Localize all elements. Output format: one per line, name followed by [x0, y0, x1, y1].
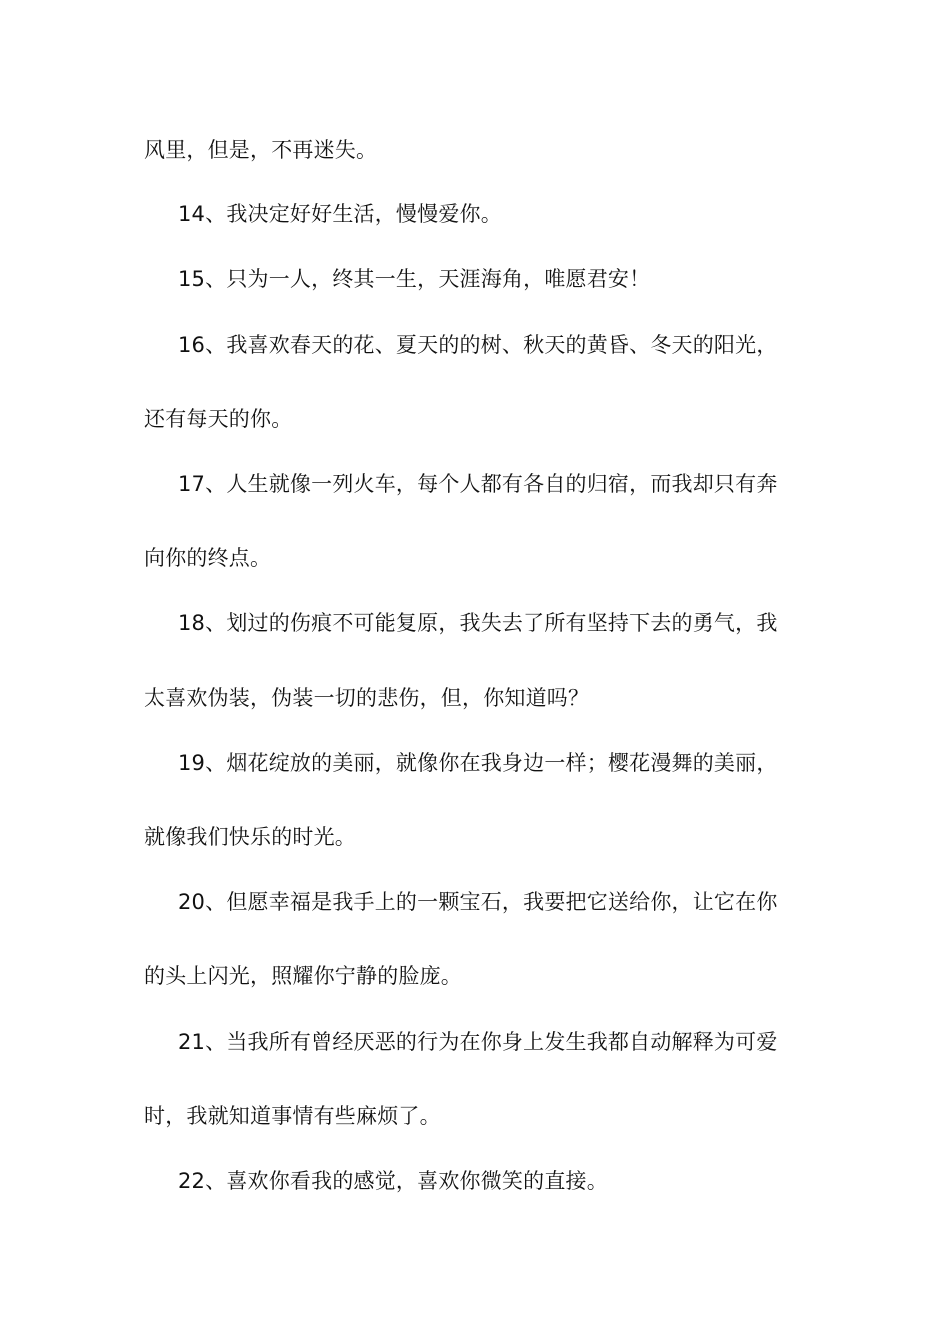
- text-line-item-22: 22、喜欢你看我的感觉，喜欢你微笑的直接。: [178, 1169, 608, 1193]
- text-line-item-20: 20、但愿幸福是我手上的一颗宝石，我要把它送给你，让它在你: [178, 890, 778, 914]
- text-line-continuation-20: 的头上闪光，照耀你宁静的脸庞。: [144, 964, 462, 988]
- text-line-item-14: 14、我决定好好生活，慢慢爱你。: [178, 202, 502, 226]
- text-line-continuation-19: 就像我们快乐的时光。: [144, 825, 356, 849]
- text-line-continuation-18: 太喜欢伪装，伪装一切的悲伤，但，你知道吗？: [144, 686, 590, 710]
- text-line-item-21: 21、当我所有曾经厌恶的行为在你身上发生我都自动解释为可爱: [178, 1030, 778, 1054]
- text-line-continuation-21: 时，我就知道事情有些麻烦了。: [144, 1104, 441, 1128]
- text-line-item-18: 18、划过的伤痕不可能复原，我失去了所有坚持下去的勇气，我: [178, 611, 778, 635]
- text-line-item-17: 17、人生就像一列火车，每个人都有各自的归宿，而我却只有奔: [178, 472, 778, 496]
- text-line-continuation-17: 向你的终点。: [144, 546, 272, 570]
- text-line-item-16: 16、我喜欢春天的花、夏天的的树、秋天的黄昏、冬天的阳光，: [178, 333, 778, 357]
- text-line-item-19: 19、烟花绽放的美丽，就像你在我身边一样；樱花漫舞的美丽，: [178, 751, 778, 775]
- text-line-item-15: 15、只为一人，终其一生，天涯海角，唯愿君安！: [178, 267, 651, 291]
- text-line-continuation-16: 还有每天的你。: [144, 407, 293, 431]
- text-line-continuation-13: 风里，但是，不再迷失。: [144, 138, 378, 162]
